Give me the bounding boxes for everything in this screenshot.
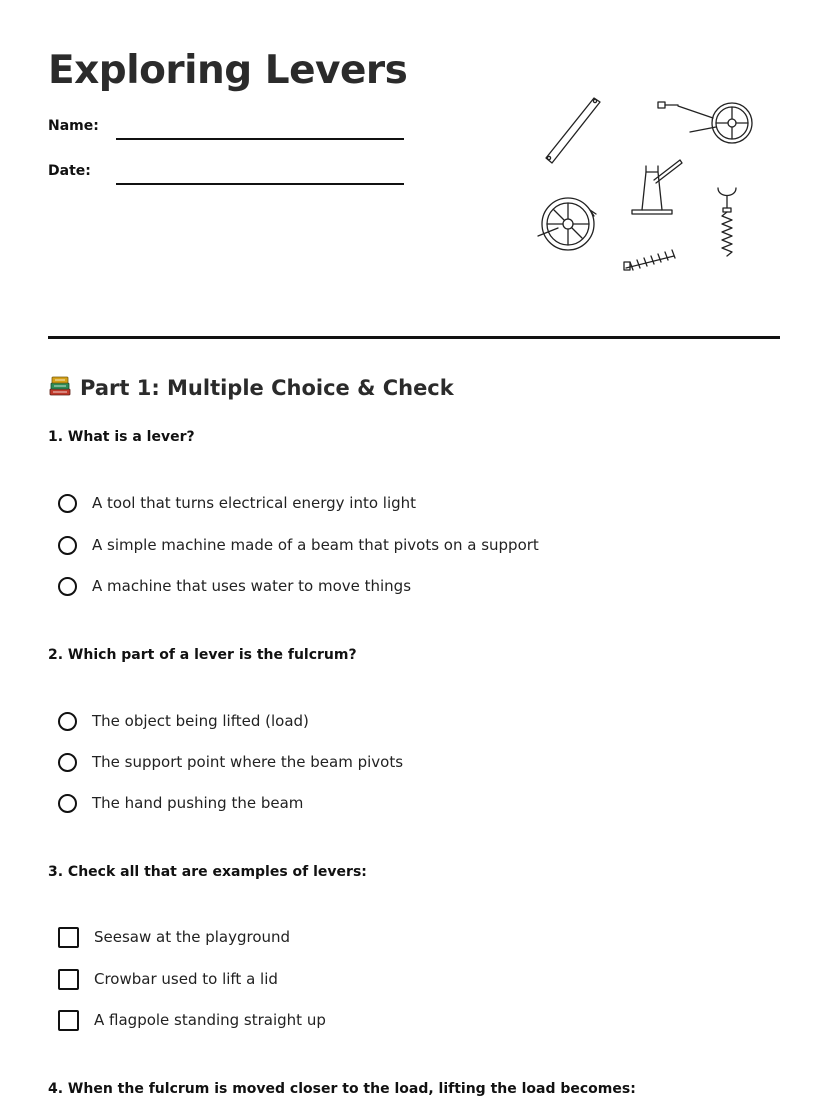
q2-option-3[interactable] (58, 791, 303, 815)
radio-button[interactable] (58, 753, 77, 772)
q3-option-2[interactable] (58, 967, 278, 991)
crowbar-icon (546, 98, 600, 163)
option-label: A machine that uses water to move things (92, 577, 412, 595)
worksheet-title: Exploring Levers (48, 48, 408, 93)
corkscrew-icon (718, 188, 736, 256)
screw-jack-icon (624, 250, 675, 270)
option-label: A tool that turns electrical energy into light (92, 494, 417, 512)
section-divider (48, 336, 780, 339)
name-label: Name: (48, 118, 99, 134)
option-label: Crowbar used to lift a lid (94, 970, 278, 988)
radio-button[interactable] (58, 712, 77, 731)
question-1-prompt: 1. What is a lever? (48, 429, 195, 445)
radio-button[interactable] (58, 536, 77, 555)
q3-option-3[interactable] (58, 1008, 326, 1032)
radio-button[interactable] (58, 577, 77, 596)
option-label: The hand pushing the beam (92, 794, 304, 812)
fulcrum-post-icon (632, 160, 682, 214)
lever-tools-icon (528, 86, 768, 286)
option-label: A flagpole standing straight up (94, 1011, 326, 1029)
q2-option-2[interactable] (58, 750, 403, 774)
books-icon (48, 374, 72, 398)
option-label: The object being lifted (load) (92, 712, 309, 730)
cart-wheel-icon (538, 198, 596, 250)
date-field[interactable] (116, 183, 404, 185)
checkbox[interactable] (58, 927, 79, 948)
question-4-prompt: 4. When the fulcrum is moved closer to the load, lifting the load becomes: (48, 1081, 636, 1097)
part1-heading (48, 374, 454, 400)
question-3-prompt: 3. Check all that are examples of levers: (48, 864, 367, 880)
q2-option-1[interactable] (58, 709, 309, 733)
date-label: Date: (48, 163, 91, 179)
q1-option-1[interactable] (58, 491, 416, 515)
q1-option-3[interactable] (58, 574, 411, 598)
option-label: A simple machine made of a beam that pivots on a support (92, 536, 539, 554)
option-label: The support point where the beam pivots (92, 753, 404, 771)
wheel-handle-icon (658, 102, 752, 143)
q3-option-1[interactable] (58, 925, 290, 949)
q1-option-2[interactable] (58, 533, 539, 557)
radio-button[interactable] (58, 494, 77, 513)
name-field[interactable] (116, 138, 404, 140)
checkbox[interactable] (58, 1010, 79, 1031)
checkbox[interactable] (58, 969, 79, 990)
part1-heading-text: Part 1: Multiple Choice & Check (80, 376, 454, 400)
radio-button[interactable] (58, 794, 77, 813)
option-label: Seesaw at the playground (94, 928, 291, 946)
question-2-prompt: 2. Which part of a lever is the fulcrum? (48, 647, 357, 663)
